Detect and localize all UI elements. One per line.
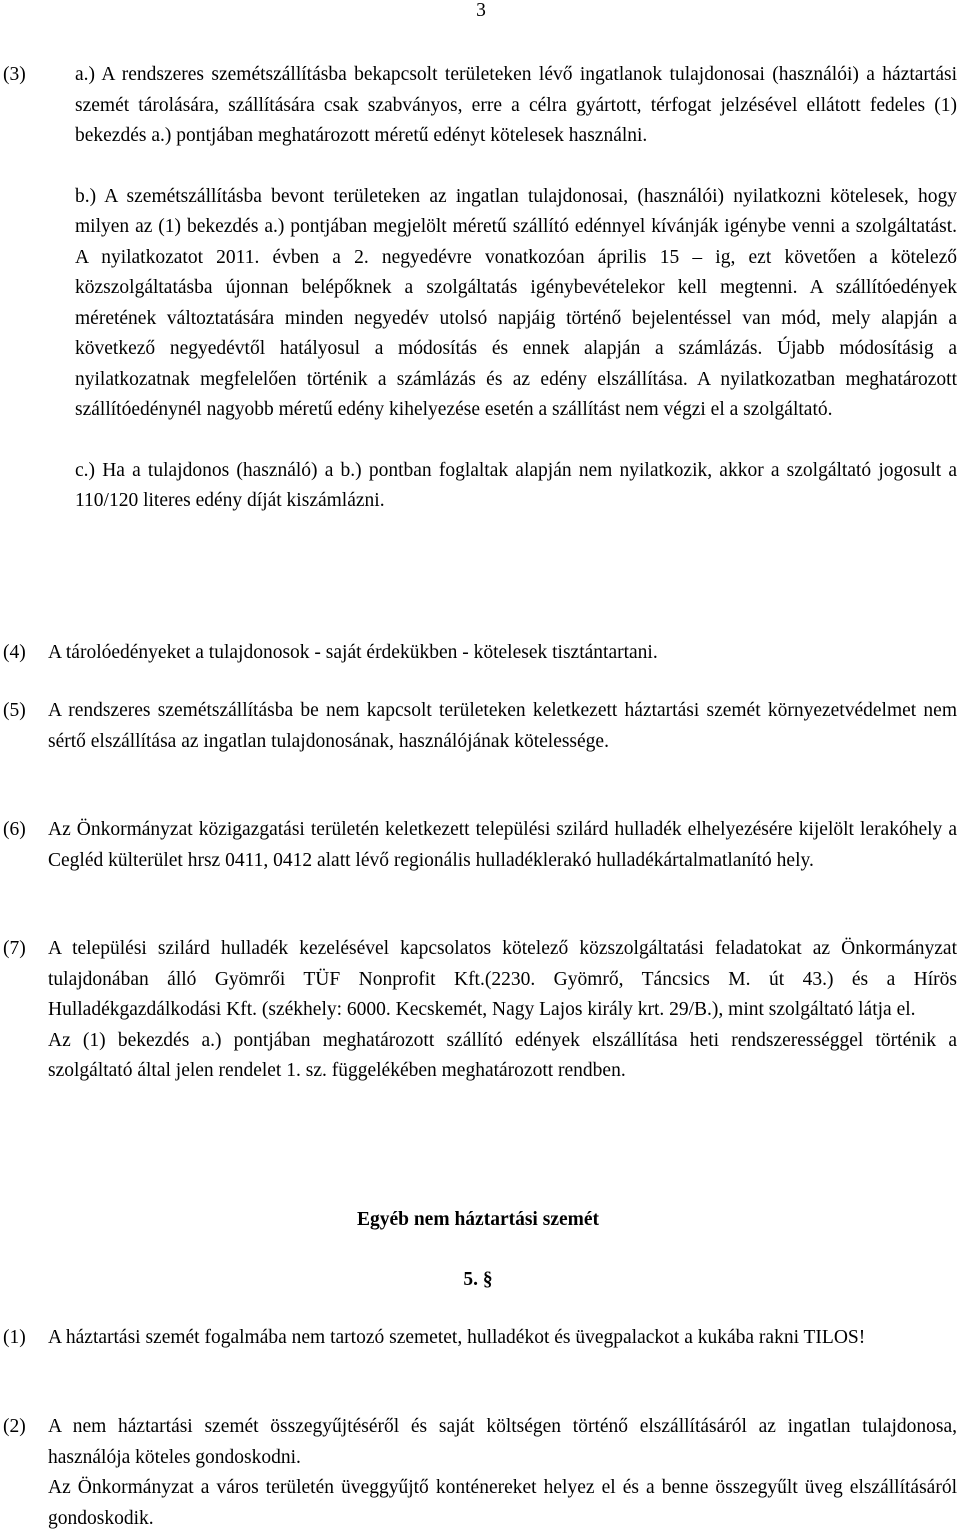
paragraph-number: (3) bbox=[3, 64, 26, 85]
page-number: 3 bbox=[476, 0, 486, 21]
paragraph-text: A háztartási szemét fogalmába nem tartozó szemetet, hulladékot és üvegpalackot a kukába rakni TILOS! bbox=[48, 1327, 866, 1348]
paragraph-text: Az Önkormányzat a város területén üveggyűjtő konténereket helyez el és a benne összegyűlt üveg elszállításáról gondoskodik. bbox=[48, 1477, 957, 1529]
paragraph-text: A tárolóedényeket a tulajdonosok - saját érdekükben - kötelesek tisztántartani. bbox=[48, 642, 658, 663]
paragraph-text: Az (1) bekezdés a.) pontjában meghatározott szállító edények elszállítása heti rendszerességgel történik a szolgáltató által jelen rendelet 1. sz. függelékében meghatározott rendben. bbox=[48, 1029, 957, 1081]
paragraph-text: Az Önkormányzat közigazgatási területén keletkezett települési szilárd hulladék elhelyezésére kijelölt lerakóhely a Cegléd külterület hrsz 0411, 0412 alatt lévő regionális hulladéklerakó hulladékártalmatlanító hely. bbox=[48, 819, 957, 871]
paragraph-number: (1) bbox=[3, 1327, 26, 1348]
paragraph-number: (2) bbox=[3, 1416, 26, 1437]
paragraph-number: (6) bbox=[3, 819, 26, 840]
section-title: Egyéb nem háztartási szemét bbox=[356, 1209, 600, 1230]
paragraph-number: (4) bbox=[3, 642, 26, 663]
paragraph-number: (5) bbox=[3, 700, 26, 721]
paragraph-body bbox=[75, 60, 957, 517]
paragraph-number: (7) bbox=[3, 938, 26, 959]
paragraph-text: A települési szilárd hulladék kezelésével kapcsolatos kötelező közszolgáltatási feladatokat az Önkormányzat tulajdonában álló Gyömrői TÜF Nonprofit Kft.(2230. Gyömrő, Táncsics M. út 43.) és a Hírös Hulladékgazdálkodási Kft. (székhely: 6000. Kecskemét, Nagy Lajos király krt. 29/B.), mint szolgáltató látja el. bbox=[48, 938, 957, 1020]
paragraph-body bbox=[48, 934, 957, 1087]
paragraph-text: A rendszeres szemétszállításba be nem kapcsolt területeken keletkezett háztartási szemét környezetvédelmet nem sértő elszállítása az ingatlan tulajdonosának, használójának kötelessége. bbox=[48, 700, 957, 752]
section-number: 5. § bbox=[463, 1269, 493, 1290]
point-a: a.) A rendszeres szemétszállításba bekapcsolt területeken lévő ingatlanok tulajdonosai (használói) a háztartási szemét tárolására, szállítására csak szabványos, erre a célra gyártott, térfogat jelzésével ellátott fedeles (1) bekezdés a.) pontjában meghatározott méretű edényt kötelesek használni. bbox=[75, 64, 957, 146]
paragraph-body bbox=[48, 1412, 957, 1534]
point-c: c.) Ha a tulajdonos (használó) a b.) pontban foglaltak alapján nem nyilatkozik, akkor a szolgáltató jogosult a 110/120 literes edény díját kiszámlázni. bbox=[75, 459, 957, 511]
paragraph-text: A nem háztartási szemét összegyűjtéséről és saját költségen történő elszállításáról az ingatlan tulajdonosa, használója köteles gondoskodni. bbox=[48, 1416, 957, 1468]
point-b: b.) A szemétszállításba bevont területeken az ingatlan tulajdonosai, (használói) nyilatkozni kötelesek, hogy milyen az (1) bekezdés a.) pontjában megjelölt méretű szállító edénnyel kívánják igénybe venni a szolgáltatást. A nyilatkozatot 2011. évben a 2. negyedévre vonatkozóan április 15 – ig, ezt követően a kötelező közszolgáltatásba újonnan belépőknek a szolgáltatás igénybevételekor kell megtenni. A szállítóedények méretének változtatására minden negyedév utolsó napjáig történő bejelentéssel van mód, mely alapján a következő negyedévtől hatályosul a módosítás és ennek alapján a számlázás. Újabb módosításig a nyilatkozatnak megfelelően történik a számlázás és az edény elszállítása. A nyilatkozatban meghatározott szállítóedénynél nagyobb méretű edény kihelyezése esetén a szállítást nem végzi el a szolgáltató. bbox=[75, 185, 957, 420]
